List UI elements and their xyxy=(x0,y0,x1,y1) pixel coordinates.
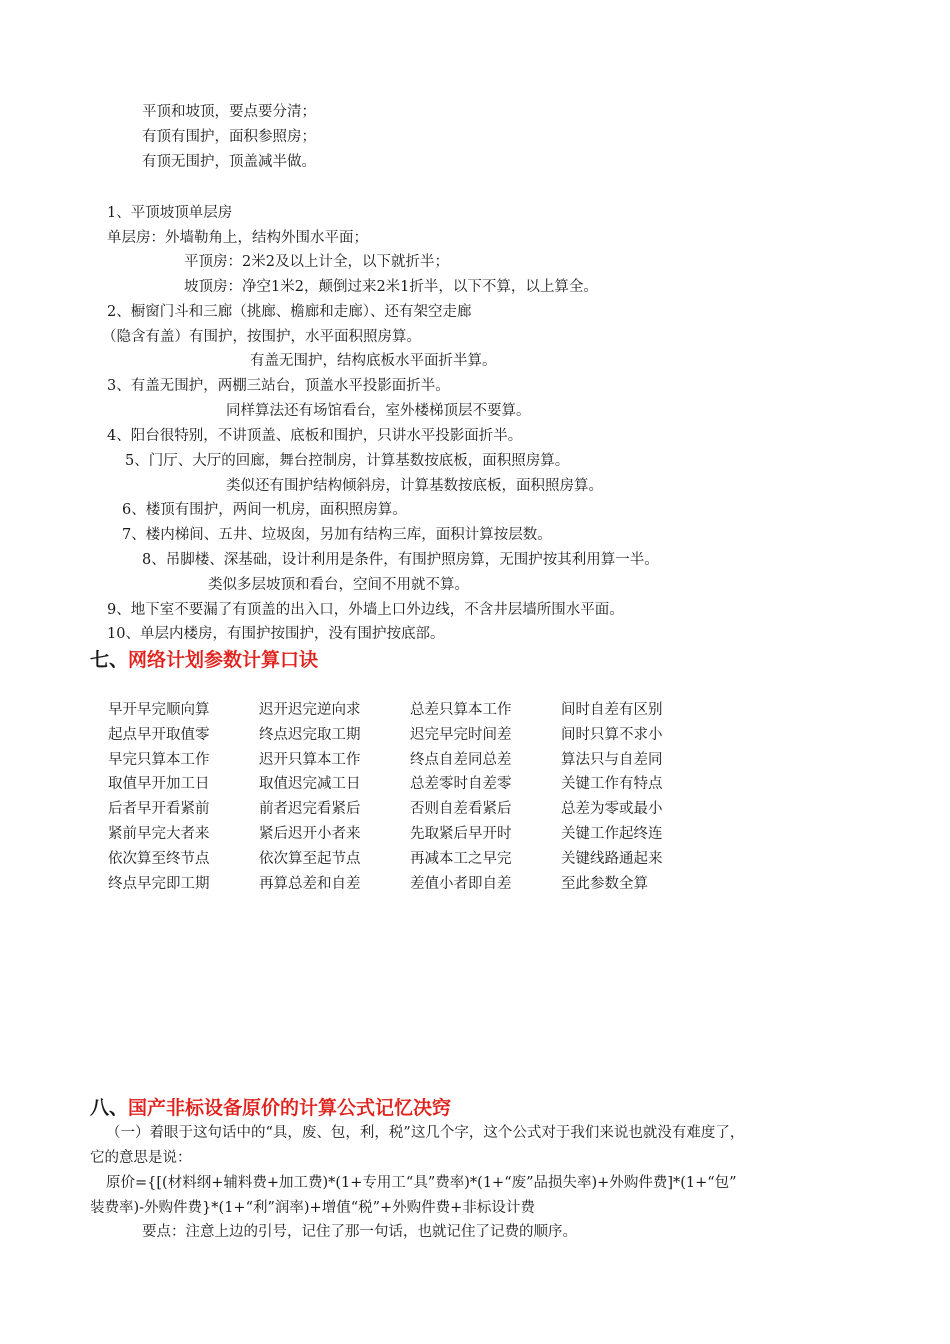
mnemonic-cell: 差值小者即自差 xyxy=(410,875,512,892)
mnemonic-cell: 迟开只算本工作 xyxy=(259,751,361,768)
mnemonic-cell: 起点早开取值零 xyxy=(108,726,210,743)
mnemonic-cell: 早开早完顺向算 xyxy=(108,702,210,718)
rule-line: 10、单层内楼房，有围护按围护，没有围护按底部。 xyxy=(107,626,445,642)
mnemonic-row xyxy=(108,872,712,897)
mnemonic-cell: 依次算至起节点 xyxy=(259,850,361,867)
rule-line: 同样算法还有场馆看台，室外楼梯顶层不要算。 xyxy=(226,403,531,419)
rule-line: 3、有盖无围护，两棚三站台，顶盖水平投影面折半。 xyxy=(107,378,450,394)
section-7-heading xyxy=(90,647,318,673)
mnemonic-cell: 关键工作起终连 xyxy=(561,825,663,842)
mnemonic-cell: 总差零时自差零 xyxy=(410,776,512,793)
section-8-heading xyxy=(90,1095,451,1121)
section-8-line: 要点：注意上边的引号，记住了那一句话，也就记住了记费的顺序。 xyxy=(142,1224,577,1240)
rule-line: 类似多层坡顶和看台，空间不用就不算。 xyxy=(208,577,469,593)
section-7-title: 网络计划参数计算口诀 xyxy=(128,649,319,671)
mnemonic-cell: 依次算至终节点 xyxy=(108,850,210,867)
section-8-line: 装费率)-外购件费}*(1+“利”润率)+增值“税”+外购件费+非标设计费 xyxy=(90,1200,535,1216)
mnemonic-cell: 间时自差有区别 xyxy=(561,702,663,718)
rule-line: 4、阳台很特别，不讲顶盖、底板和围护，只讲水平投影面折半。 xyxy=(107,428,523,444)
mnemonic-row xyxy=(108,723,712,748)
mnemonic-row xyxy=(108,847,712,872)
mnemonic-cell: 关键线路通起来 xyxy=(561,850,663,867)
mnemonic-cell: 总差为零或最小 xyxy=(561,801,663,818)
mnemonic-cell: 终点早完即工期 xyxy=(108,875,210,892)
mnemonic-cell: 先取紧后早开时 xyxy=(410,825,512,842)
section-8-title: 国产非标设备原价的计算公式记忆决窍 xyxy=(128,1097,452,1119)
mnemonic-cell: 取值迟完减工日 xyxy=(259,776,361,793)
rule-line: 有盖无围护，结构底板水平面折半算。 xyxy=(250,353,497,369)
rule-line: （隐含有盖）有围护，按围护，水平面积照房算。 xyxy=(102,329,421,345)
mnemonic-row xyxy=(108,772,712,797)
section-8-line: 原价={[(材料纲+辅料费+加工费)*(1+专用工“具”费率)*(1+“废”品损失率)+外购件费]*(1+“包” xyxy=(106,1175,737,1191)
mnemonic-cell: 迟完早完时间差 xyxy=(410,726,512,743)
mnemonic-cell: 紧前早完大者来 xyxy=(108,825,210,842)
rule-line: 单层房：外墙勒角上，结构外围水平面； xyxy=(107,230,368,246)
section-8-line: 它的意思是说： xyxy=(90,1150,192,1166)
mnemonic-row xyxy=(108,698,712,723)
mnemonic-cell: 终点自差同总差 xyxy=(410,751,512,768)
section-7-number: 七、 xyxy=(90,649,129,671)
mnemonic-grid xyxy=(108,698,712,896)
mnemonic-cell: 前者迟完看紧后 xyxy=(259,801,361,818)
mnemonic-cell: 迟开迟完逆向求 xyxy=(259,702,361,718)
mnemonic-row xyxy=(108,822,712,847)
intro-line: 平顶和坡顶，要点要分清； xyxy=(142,104,316,120)
mnemonic-cell: 至此参数全算 xyxy=(561,875,648,892)
rule-line: 6、楼顶有围护，两间一机房，面积照房算。 xyxy=(122,502,407,518)
section-8-number: 八、 xyxy=(90,1097,129,1119)
mnemonic-cell: 算法只与自差同 xyxy=(561,751,663,768)
mnemonic-cell: 总差只算本工作 xyxy=(410,702,512,718)
rule-line: 类似还有围护结构倾斜房，计算基数按底板，面积照房算。 xyxy=(226,478,603,494)
mnemonic-cell: 再减本工之早完 xyxy=(410,850,512,867)
mnemonic-row xyxy=(108,797,712,822)
rule-line: 9、地下室不要漏了有顶盖的出入口，外墙上口外边线，不含井层墙所围水平面。 xyxy=(107,602,624,618)
rule-line: 平顶房：2米2及以上计全，以下就折半； xyxy=(184,254,449,270)
rule-line: 2、橱窗门斗和三廊（挑廊、檐廊和走廊）、还有架空走廊 xyxy=(107,304,472,320)
mnemonic-cell: 间时只算不求小 xyxy=(561,726,663,743)
mnemonic-cell: 否则自差看紧后 xyxy=(410,801,512,818)
rule-line: 坡顶房：净空1米2，颠倒过来2米1折半，以下不算，以上算全。 xyxy=(184,279,598,295)
mnemonic-cell: 紧后迟开小者来 xyxy=(259,825,361,842)
rule-line: 1、平顶坡顶单层房 xyxy=(107,205,233,221)
mnemonic-row xyxy=(108,748,712,773)
section-8-line: （一）着眼于这句话中的“具，废、包，利，税”这几个字，这个公式对于我们来说也就没有难度了， xyxy=(106,1125,745,1141)
mnemonic-cell: 后者早开看紧前 xyxy=(108,801,210,818)
intro-line: 有顶无围护，顶盖减半做。 xyxy=(142,154,316,170)
mnemonic-cell: 取值早开加工日 xyxy=(108,776,210,793)
rule-line: 8、吊脚楼、深基础，设计利用是条件，有围护照房算，无围护按其利用算一半。 xyxy=(142,552,659,568)
rule-line: 7、楼内梯间、五井、垃圾囱，另加有结构三库，面积计算按层数。 xyxy=(122,527,552,543)
intro-line: 有顶有围护，面积参照房； xyxy=(142,129,316,145)
mnemonic-cell: 早完只算本工作 xyxy=(108,751,210,768)
mnemonic-cell: 终点迟完取工期 xyxy=(259,726,361,743)
rule-line: 5、门厅、大厅的回廊，舞台控制房，计算基数按底板，面积照房算。 xyxy=(125,453,570,469)
mnemonic-cell: 再算总差和自差 xyxy=(259,875,361,892)
mnemonic-cell: 关键工作有特点 xyxy=(561,776,663,793)
